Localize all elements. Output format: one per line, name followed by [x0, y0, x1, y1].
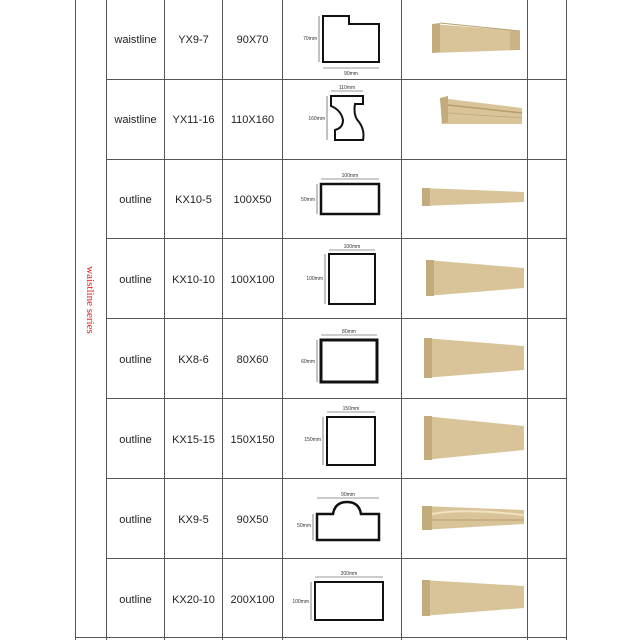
product-size: 90X50 [236, 514, 269, 526]
series-label-text: waistline series [84, 266, 97, 334]
product-size: 100X50 [233, 194, 272, 206]
width-dim-label: 80mm [342, 329, 356, 335]
product-name: outline [119, 434, 152, 446]
table-row [0, 240, 640, 320]
product-name: waistline [114, 114, 157, 126]
table-row [0, 320, 640, 400]
product-code: YX9-7 [178, 34, 209, 46]
product-photo [402, 480, 528, 560]
product-code: KX10-10 [172, 274, 215, 286]
profile-drawing-svg [283, 80, 401, 160]
profile-drawing [283, 400, 401, 480]
width-dim-label: 90mm [341, 492, 355, 498]
width-dim-label: 100mm [343, 244, 361, 250]
profile-drawing-svg [283, 400, 401, 480]
profile-drawing-svg [283, 560, 401, 640]
product-size: 100X100 [230, 274, 275, 286]
product-name: waistline [114, 34, 157, 46]
product-photo [402, 240, 528, 320]
width-dim-label: 150mm [342, 406, 360, 412]
table-row [0, 80, 640, 160]
table-row [0, 0, 640, 80]
width-dim-label: 110mm [338, 85, 356, 91]
molding-photo-svg [402, 560, 528, 640]
height-dim-label: 50mm [297, 523, 311, 529]
product-size: 150X150 [230, 434, 275, 446]
molding-photo-svg [402, 160, 528, 240]
product-name: outline [119, 594, 152, 606]
product-code: KX8-6 [178, 354, 209, 366]
profile-drawing-svg [283, 320, 401, 400]
product-size: 80X60 [236, 354, 269, 366]
table-row [0, 480, 640, 560]
profile-drawing [283, 240, 401, 320]
product-size: 110X160 [230, 114, 275, 126]
width-dim-label: 100mm [341, 173, 359, 179]
profile-drawing [283, 320, 401, 400]
product-code: KX20-10 [172, 594, 215, 606]
product-photo [402, 560, 528, 640]
width-dim-label: 90mm [344, 71, 358, 77]
profile-drawing [283, 0, 401, 80]
molding-photo-svg [402, 320, 528, 400]
product-code: YX11-16 [172, 114, 215, 126]
product-name: outline [119, 274, 152, 286]
profile-drawing-svg [283, 0, 401, 80]
height-dim-label: 60mm [301, 359, 315, 365]
table-row [0, 160, 640, 240]
product-name: outline [119, 194, 152, 206]
product-photo [402, 0, 528, 80]
height-dim-label: 150mm [304, 437, 321, 443]
molding-photo-svg [402, 80, 528, 160]
product-code: KX15-15 [172, 434, 215, 446]
molding-photo-svg [402, 480, 528, 560]
height-dim-label: 50mm [301, 197, 315, 203]
profile-drawing [283, 560, 401, 640]
profile-drawing [283, 80, 401, 160]
molding-photo-svg [402, 400, 528, 480]
product-code: KX10-5 [175, 194, 212, 206]
width-dim-label: 200mm [340, 571, 358, 577]
product-name: outline [119, 514, 152, 526]
product-photo [402, 400, 528, 480]
profile-drawing-svg [283, 480, 401, 560]
product-code: KX9-5 [178, 514, 209, 526]
height-dim-label: 70mm [303, 36, 317, 42]
product-size: 90X70 [236, 34, 269, 46]
profile-drawing [283, 160, 401, 240]
product-size: 200X100 [230, 594, 275, 606]
height-dim-label: 100mm [292, 599, 309, 605]
profile-drawing [283, 480, 401, 560]
molding-photo-svg [402, 0, 528, 80]
height-dim-label: 100mm [306, 276, 323, 282]
height-dim-label: 160mm [308, 116, 325, 122]
table-row [0, 560, 640, 640]
table-row [0, 400, 640, 480]
molding-photo-svg [402, 240, 528, 320]
profile-drawing-svg [283, 160, 401, 240]
product-name: outline [119, 354, 152, 366]
profile-drawing-svg [283, 240, 401, 320]
product-photo [402, 160, 528, 240]
product-photo [402, 80, 528, 160]
product-photo [402, 320, 528, 400]
